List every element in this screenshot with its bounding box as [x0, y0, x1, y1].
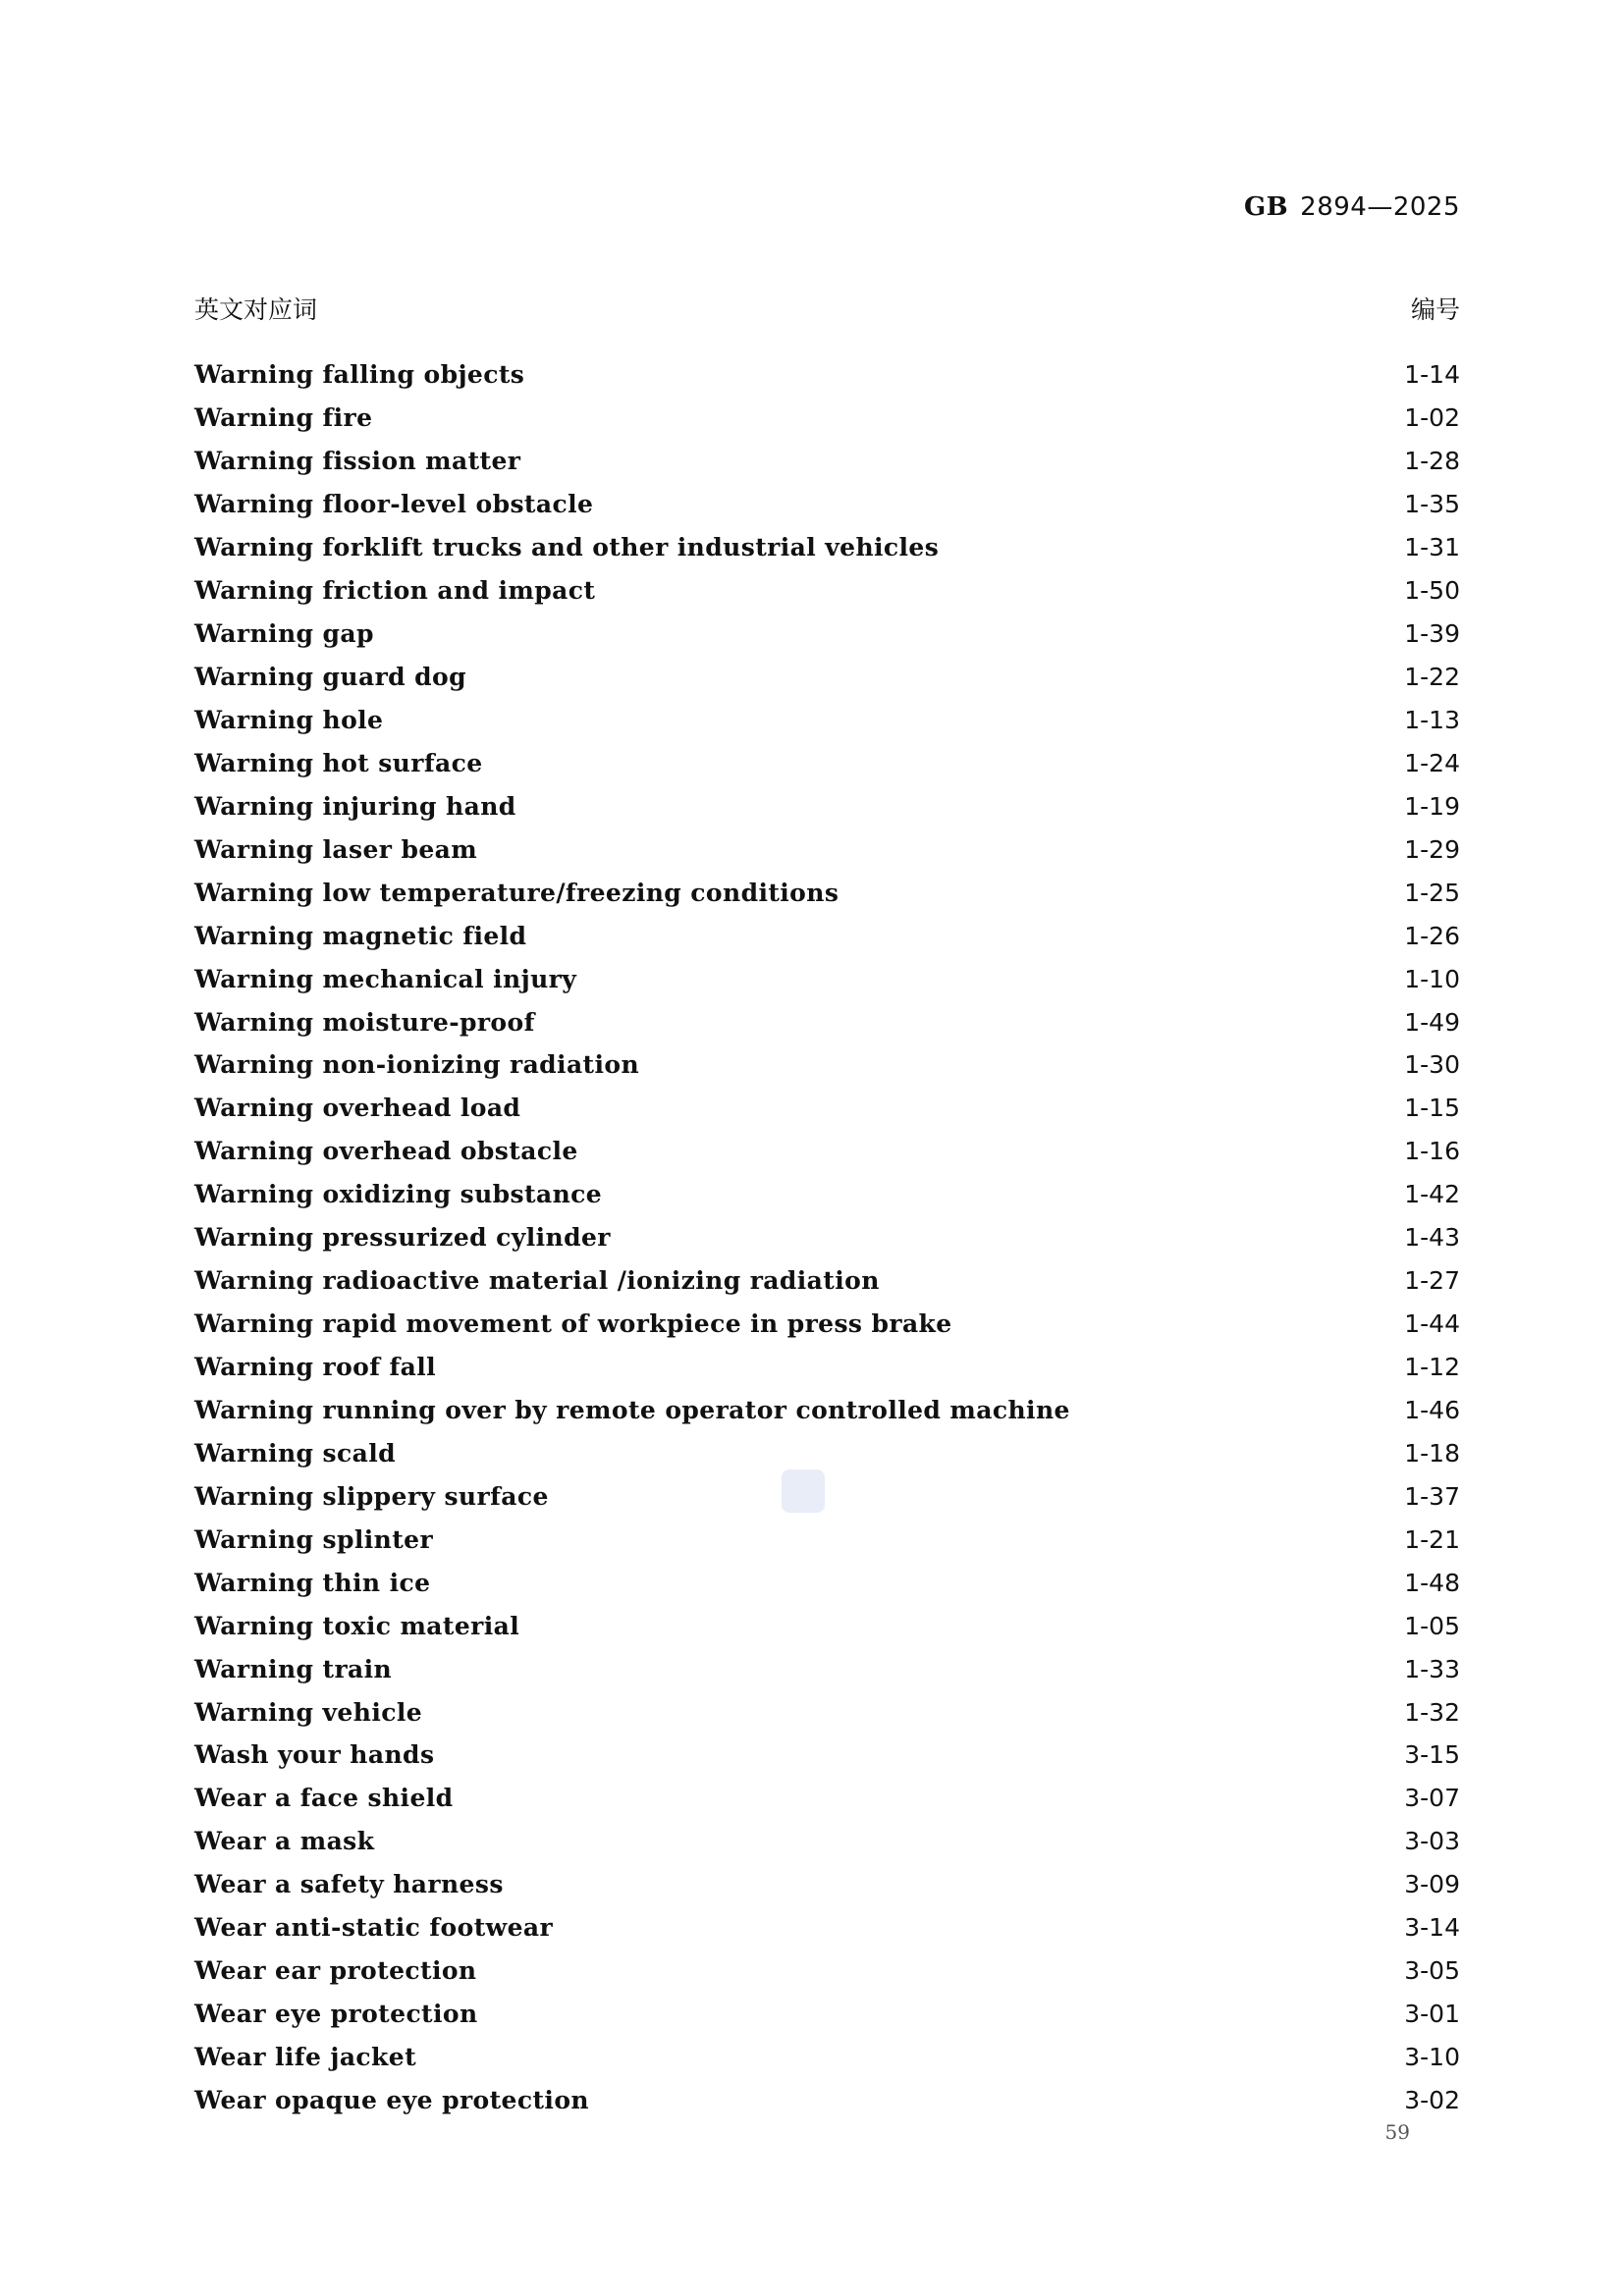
index-entry	[194, 397, 1460, 440]
dot-leader	[382, 405, 1392, 431]
dot-leader	[545, 1009, 1393, 1035]
dot-leader	[526, 793, 1393, 819]
index-entry	[194, 656, 1460, 699]
entry-number: 1-14	[1404, 360, 1460, 390]
entry-term: Warning injuring hand	[194, 791, 516, 821]
dot-leader	[599, 2087, 1392, 2112]
entry-number: 3-09	[1404, 1870, 1460, 1899]
dot-leader	[493, 750, 1393, 775]
index-entry	[194, 784, 1460, 828]
dot-leader	[446, 1355, 1392, 1380]
entry-number: 1-46	[1404, 1395, 1460, 1424]
entry-term: Warning low temperature/freezing conditions	[194, 878, 839, 907]
column-headings	[194, 291, 1460, 326]
dot-leader	[463, 1786, 1393, 1811]
entry-number: 1-19	[1404, 791, 1460, 821]
dot-leader	[384, 1829, 1392, 1854]
standard-prefix: GB	[1243, 192, 1289, 222]
number-column-heading: 编号	[1410, 295, 1460, 324]
entry-number: 1-33	[1404, 1654, 1460, 1683]
index-entry	[194, 1993, 1460, 2036]
entry-term: Warning thin ice	[194, 1568, 431, 1597]
index-entry	[194, 1734, 1460, 1777]
entry-term: Wear a safety harness	[194, 1870, 504, 1899]
entry-number: 1-18	[1404, 1438, 1460, 1468]
dot-leader	[402, 1656, 1392, 1682]
entry-term: Warning slippery surface	[194, 1481, 549, 1511]
entry-term: Warning magnetic field	[194, 921, 527, 950]
entry-term: Wear life jacket	[194, 2043, 417, 2072]
index-entry	[194, 741, 1460, 784]
entry-term: Warning moisture-proof	[194, 1007, 535, 1037]
index-entry	[194, 1690, 1460, 1734]
index-entry	[194, 1604, 1460, 1647]
index-entry	[194, 871, 1460, 914]
entry-term: Warning splinter	[194, 1524, 434, 1554]
index-entry	[194, 1216, 1460, 1259]
entry-number: 1-21	[1404, 1524, 1460, 1554]
index-entry	[194, 353, 1460, 397]
index-entry	[194, 526, 1460, 569]
entry-number: 1-44	[1404, 1309, 1460, 1339]
index-entry	[194, 1346, 1460, 1389]
dot-leader	[488, 2002, 1393, 2027]
entry-number: 3-01	[1404, 2000, 1460, 2029]
entry-term: Warning friction and impact	[194, 576, 596, 606]
standard-code	[1244, 192, 1460, 222]
entry-term: Warning rapid movement of workpiece in press brake	[194, 1309, 952, 1339]
dot-leader	[612, 1182, 1392, 1207]
dot-leader	[534, 362, 1392, 388]
entry-number: 3-05	[1404, 1956, 1460, 1986]
entry-number: 3-10	[1404, 2043, 1460, 2072]
index-entry	[194, 1303, 1460, 1346]
entry-number: 3-03	[1404, 1827, 1460, 1856]
dot-leader	[586, 966, 1392, 991]
entry-number: 1-10	[1404, 964, 1460, 993]
dot-leader	[588, 1139, 1393, 1164]
index-entry	[194, 1043, 1460, 1087]
entry-number: 3-14	[1404, 1913, 1460, 1943]
index-entry	[194, 1087, 1460, 1130]
index-entry	[194, 613, 1460, 656]
entry-term: Warning falling objects	[194, 360, 525, 390]
entry-term: Warning forklift trucks and other industrial vehicles	[194, 533, 940, 562]
index-entry	[194, 569, 1460, 613]
entry-term: Warning floor-level obstacle	[194, 490, 594, 519]
entry-term: Warning toxic material	[194, 1611, 520, 1640]
dot-leader	[621, 1225, 1392, 1251]
dot-leader	[487, 1958, 1393, 1984]
index-entry	[194, 1389, 1460, 1432]
term-column-heading: 英文对应词	[194, 295, 318, 324]
entry-number: 1-02	[1404, 403, 1460, 433]
index-entry	[194, 1130, 1460, 1173]
entry-number: 1-15	[1404, 1094, 1460, 1123]
dot-leader	[514, 1872, 1392, 1897]
entry-number: 1-30	[1404, 1050, 1460, 1080]
entry-term: Wear eye protection	[194, 2000, 478, 2029]
dot-leader	[948, 535, 1392, 561]
index-entry	[194, 483, 1460, 526]
dot-leader	[393, 707, 1392, 732]
dot-leader	[406, 1440, 1392, 1466]
dot-leader	[444, 1742, 1392, 1768]
entry-number: 1-22	[1404, 663, 1460, 692]
index-entry	[194, 1906, 1460, 1949]
dot-leader	[529, 1613, 1392, 1638]
index-list	[194, 353, 1460, 2121]
dot-leader	[384, 621, 1392, 647]
index-entry	[194, 828, 1460, 871]
entry-term: Wear a face shield	[194, 1784, 454, 1813]
dot-leader	[962, 1311, 1393, 1337]
entry-term: Warning train	[194, 1654, 393, 1683]
entry-term: Warning laser beam	[194, 834, 478, 864]
standard-number: 2894—2025	[1300, 192, 1460, 222]
entry-number: 1-12	[1404, 1353, 1460, 1382]
entry-number: 1-50	[1404, 576, 1460, 606]
entry-number: 1-37	[1404, 1481, 1460, 1511]
index-entry	[194, 2079, 1460, 2122]
entry-term: Warning guard dog	[194, 663, 466, 692]
dot-leader	[476, 665, 1392, 690]
entry-term: Warning oxidizing substance	[194, 1180, 603, 1209]
entry-number: 1-26	[1404, 921, 1460, 950]
dot-leader	[890, 1268, 1392, 1294]
entry-term: Warning fire	[194, 403, 373, 433]
dot-leader	[443, 1526, 1392, 1552]
entry-number: 1-29	[1404, 834, 1460, 864]
index-entry	[194, 1259, 1460, 1303]
dot-leader	[563, 1915, 1392, 1941]
index-entry	[194, 914, 1460, 957]
dot-leader	[530, 1095, 1392, 1121]
entry-term: Warning hole	[194, 705, 384, 734]
dot-leader	[440, 1570, 1392, 1595]
entry-term: Wash your hands	[194, 1740, 435, 1770]
entry-number: 1-25	[1404, 878, 1460, 907]
entry-term: Warning mechanical injury	[194, 964, 577, 993]
entry-number: 1-49	[1404, 1007, 1460, 1037]
entry-term: Warning vehicle	[194, 1697, 423, 1727]
dot-leader	[1080, 1397, 1392, 1422]
entry-term: Warning fission matter	[194, 447, 521, 476]
entry-term: Warning overhead load	[194, 1094, 521, 1123]
entry-term: Wear anti-static footwear	[194, 1913, 554, 1943]
dot-leader	[649, 1052, 1392, 1078]
index-entry	[194, 1820, 1460, 1863]
entry-number: 1-05	[1404, 1611, 1460, 1640]
dot-leader	[487, 836, 1392, 862]
entry-number: 3-07	[1404, 1784, 1460, 1813]
index-entry	[194, 440, 1460, 483]
entry-term: Warning scald	[194, 1438, 396, 1468]
index-entry	[194, 1431, 1460, 1474]
entry-term: Wear a mask	[194, 1827, 375, 1856]
index-entry	[194, 1949, 1460, 1993]
index-entry	[194, 2036, 1460, 2079]
entry-number: 1-27	[1404, 1266, 1460, 1296]
entry-term: Warning roof fall	[194, 1353, 437, 1382]
entry-number: 3-15	[1404, 1740, 1460, 1770]
entry-number: 1-43	[1404, 1223, 1460, 1253]
dot-leader	[432, 1699, 1392, 1725]
index-entry	[194, 1474, 1460, 1518]
dot-leader	[426, 2045, 1392, 2070]
index-entry	[194, 1647, 1460, 1690]
watermark-icon	[782, 1469, 825, 1513]
entry-number: 1-39	[1404, 619, 1460, 649]
entry-term: Warning running over by remote operator controlled machine	[194, 1395, 1070, 1424]
index-entry	[194, 1518, 1460, 1561]
entry-number: 1-42	[1404, 1180, 1460, 1209]
index-entry	[194, 957, 1460, 1000]
page-number: 59	[1384, 2120, 1410, 2144]
entry-term: Warning radioactive material /ionizing radiation	[194, 1266, 880, 1296]
index-entry	[194, 699, 1460, 742]
entry-number: 1-35	[1404, 490, 1460, 519]
dot-leader	[605, 578, 1392, 604]
entry-number: 1-31	[1404, 533, 1460, 562]
entry-number: 1-24	[1404, 748, 1460, 777]
dot-leader	[530, 449, 1392, 474]
index-entry	[194, 1173, 1460, 1216]
entry-term: Wear opaque eye protection	[194, 2085, 589, 2114]
dot-leader	[536, 923, 1392, 948]
entry-term: Warning hot surface	[194, 748, 483, 777]
entry-term: Warning non-ionizing radiation	[194, 1050, 640, 1080]
entry-number: 1-48	[1404, 1568, 1460, 1597]
entry-number: 1-16	[1404, 1137, 1460, 1166]
dot-leader	[848, 880, 1392, 905]
entry-term: Warning gap	[194, 619, 374, 649]
index-entry	[194, 1777, 1460, 1820]
dot-leader	[559, 1483, 1393, 1509]
index-entry	[194, 1863, 1460, 1906]
dot-leader	[603, 492, 1392, 517]
entry-number: 1-13	[1404, 705, 1460, 734]
entry-term: Warning overhead obstacle	[194, 1137, 578, 1166]
entry-number: 1-28	[1404, 447, 1460, 476]
index-entry	[194, 1000, 1460, 1043]
entry-number: 1-32	[1404, 1697, 1460, 1727]
entry-term: Warning pressurized cylinder	[194, 1223, 611, 1253]
entry-term: Wear ear protection	[194, 1956, 477, 1986]
index-entry	[194, 1561, 1460, 1604]
entry-number: 3-02	[1404, 2085, 1460, 2114]
